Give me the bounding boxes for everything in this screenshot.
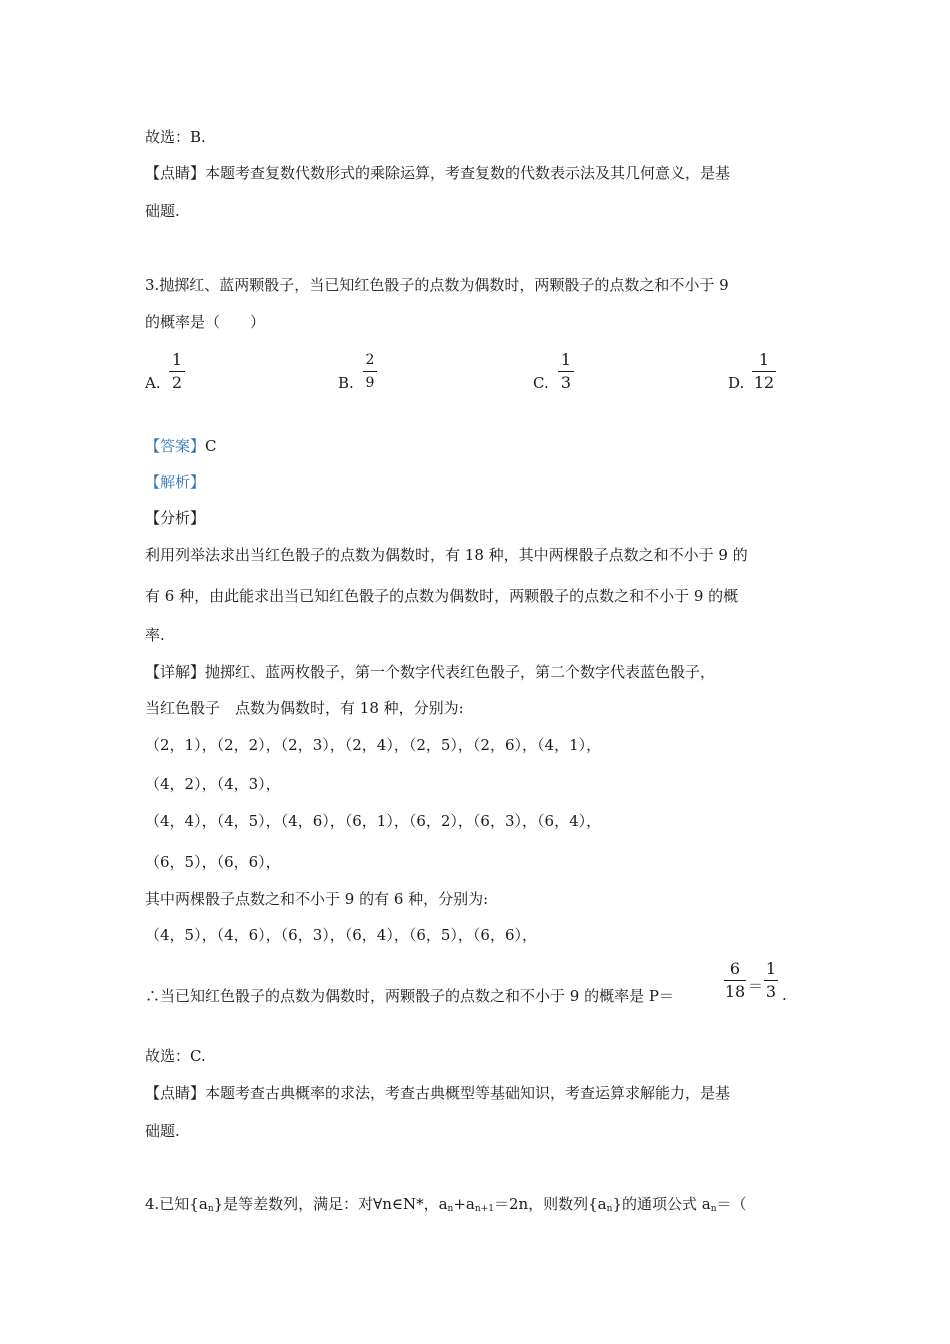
fenxi-line: 率. xyxy=(145,626,165,644)
final-answer: 故选：C. xyxy=(145,1047,206,1065)
fraction-denominator: 3 xyxy=(560,373,572,392)
question-4-stem xyxy=(145,1193,747,1220)
text-part: 4.已知{a xyxy=(145,1195,208,1213)
fraction-numerator: 2 xyxy=(365,352,375,368)
option-b-fraction xyxy=(363,351,377,392)
subset-intro: 其中两棵骰子点数之和不小于 9 的有 6 种，分别为: xyxy=(145,890,489,908)
fenxi-line: 有 6 种，由此能求出当已知红色骰子的点数为偶数时，两颗骰子的点数之和不小于 9 的概 xyxy=(145,587,739,605)
fraction-bar xyxy=(363,371,377,372)
prev-comment-line: 【点睛】本题考查复数代数形式的乘除运算，考查复数的代数表示法及其几何意义，是基 xyxy=(145,164,731,182)
pairs-line: （4，2），（4，3）， xyxy=(145,775,281,793)
conclusion-text: ∴当已知红色骰子的点数为偶数时，两颗骰子的点数之和不小于 9 的概率是 P＝ xyxy=(145,987,674,1005)
fraction-numerator: 1 xyxy=(765,959,777,978)
fraction-bar xyxy=(724,980,746,981)
fraction-denominator: 9 xyxy=(365,375,375,391)
text-part: }是等差数列，满足：对∀n∈N*，a xyxy=(213,1195,448,1213)
fraction-numerator: 1 xyxy=(758,350,770,369)
fenxi-tag: 【分析】 xyxy=(145,509,206,527)
option-c-letter: C. xyxy=(533,374,549,392)
text-part: +a xyxy=(453,1195,475,1213)
question-stem: 3.抛掷红、蓝两颗骰子，当已知红色骰子的点数为偶数时，两颗骰子的点数之和不小于 9 xyxy=(145,276,729,294)
answer-tag: 【答案】 xyxy=(145,437,206,455)
option-d-fraction xyxy=(752,351,776,392)
answer-line xyxy=(145,435,217,457)
pairs-line: （6，5），（6，6）， xyxy=(145,853,281,871)
equals-sign: ＝ xyxy=(748,977,764,995)
fraction-bar xyxy=(764,980,778,981)
pairs-line: （2，1），（2，2），（2，3），（2，4），（2，5），（2，6），（4，1）， xyxy=(145,736,602,754)
option-c-fraction xyxy=(558,351,574,392)
fraction-denominator: 18 xyxy=(724,982,746,1001)
fraction-bar xyxy=(169,371,185,372)
fenxi-line: 利用列举法求出当红色骰子的点数为偶数时，有 18 种，其中两棵骰子点数之和不小于 9 的 xyxy=(145,546,748,564)
text-part: ＝2n，则数列{a xyxy=(493,1195,607,1213)
subset-pairs: （4，5），（4，6），（6，3），（6，4），（6，5），（6，6）， xyxy=(145,926,538,944)
text-part: }的通项公式 a xyxy=(612,1195,711,1213)
fraction-bar xyxy=(558,371,574,372)
subscript: n+1 xyxy=(474,1204,494,1214)
fraction-denominator: 12 xyxy=(753,373,775,392)
fraction-denominator: 3 xyxy=(765,982,777,1001)
subscript: n xyxy=(447,1204,454,1214)
subscript: n xyxy=(606,1204,613,1214)
comment-line: 础题. xyxy=(145,1122,180,1140)
question-stem: 的概率是（ ） xyxy=(145,313,266,331)
comment-line: 【点睛】本题考查古典概率的求法，考查古典概型等基础知识，考查运算求解能力，是基 xyxy=(145,1084,731,1102)
option-b-letter: B. xyxy=(338,374,354,392)
fraction-numerator: 6 xyxy=(729,959,741,978)
pairs-line: （4，4），（4，5），（4，6），（6，1），（6，2），（6，3），（6，4）， xyxy=(145,812,602,830)
option-d-letter: D. xyxy=(728,374,745,392)
fraction-denominator: 2 xyxy=(171,373,183,392)
detail-line: 【详解】抛掷红、蓝两枚骰子，第一个数字代表红色骰子，第二个数字代表蓝色骰子， xyxy=(145,663,716,681)
text-part: ＝（ xyxy=(716,1195,747,1213)
conclusion-fraction-1 xyxy=(724,960,746,1001)
subscript: n xyxy=(710,1204,717,1214)
conclusion-fraction-2 xyxy=(764,960,778,1001)
prev-answer: 故选：B. xyxy=(145,128,206,146)
option-a-letter: A. xyxy=(145,374,161,392)
analysis-tag: 【解析】 xyxy=(145,473,206,491)
subscript: n xyxy=(207,1204,214,1214)
fraction-bar xyxy=(752,371,776,372)
fraction-numerator: 1 xyxy=(171,350,183,369)
prev-comment-line: 础题. xyxy=(145,202,180,220)
fraction-numerator: 1 xyxy=(560,350,572,369)
answer-value: C xyxy=(205,437,217,455)
detail-line: 当红色骰子 点数为偶数时，有 18 种，分别为: xyxy=(145,699,464,717)
period: . xyxy=(782,986,787,1004)
option-a-fraction xyxy=(169,351,185,392)
